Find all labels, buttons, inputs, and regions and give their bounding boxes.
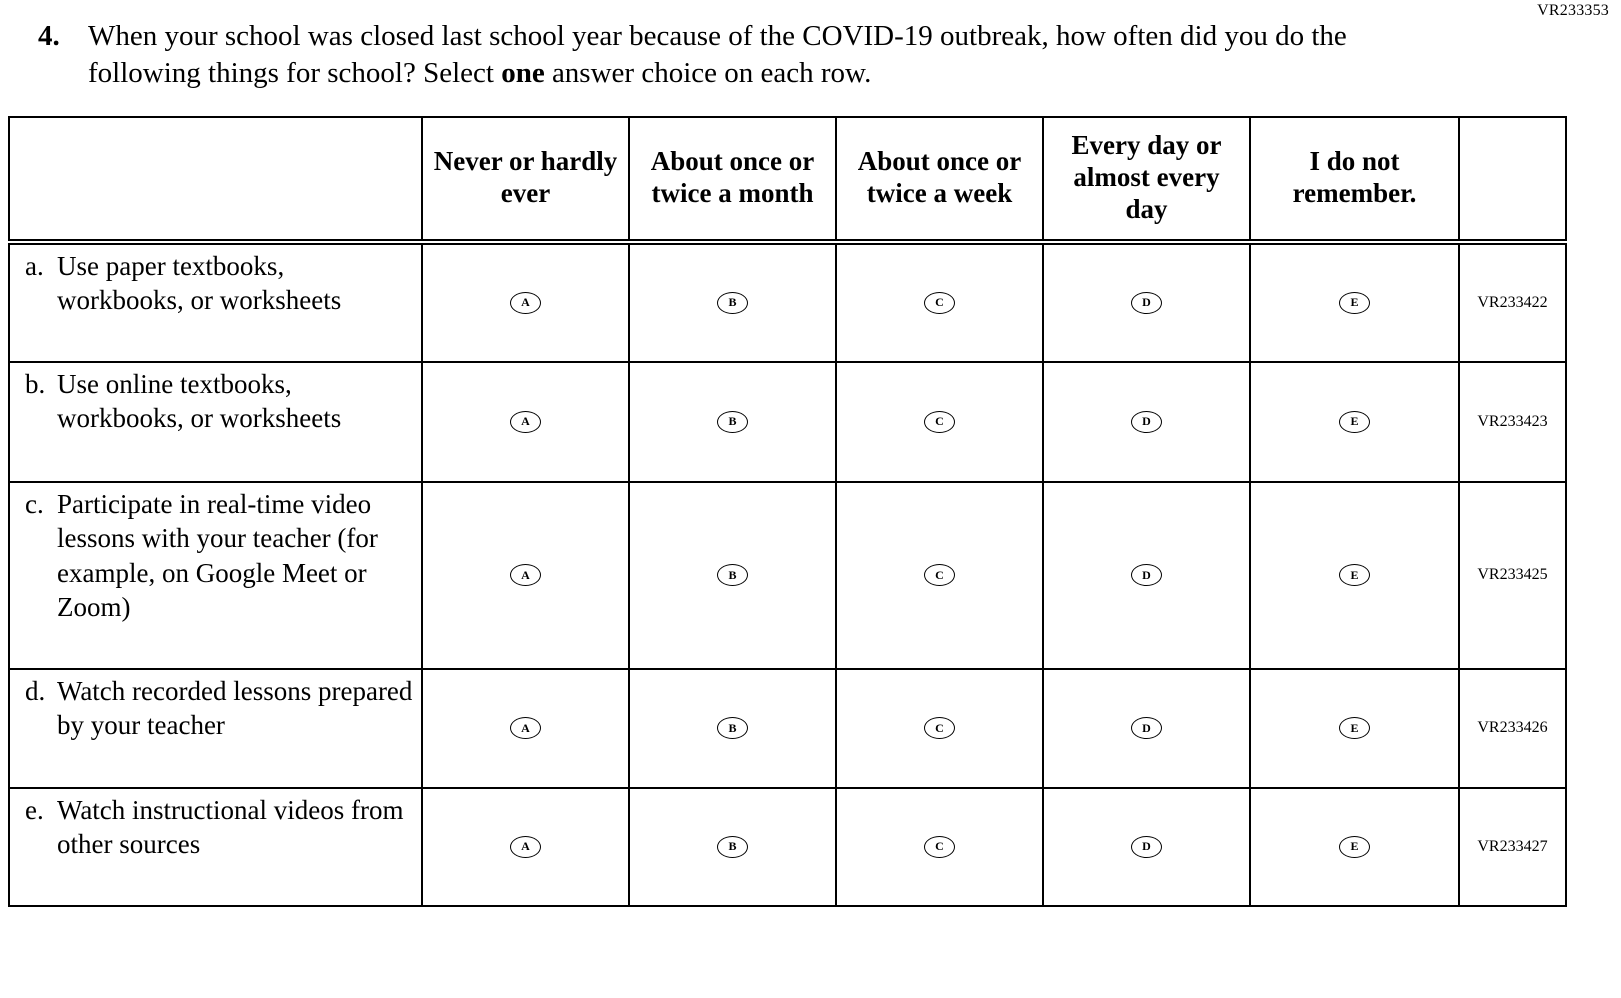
header-empty-cell: [9, 117, 422, 242]
row-code: VR233423: [1459, 362, 1566, 482]
row-label-cell: [9, 242, 422, 362]
answer-cell: [1043, 482, 1250, 669]
answer-bubble-a[interactable]: A: [510, 292, 541, 314]
answer-bubble-c[interactable]: C: [924, 836, 955, 858]
answer-cell: [629, 482, 836, 669]
answer-cell: [836, 362, 1043, 482]
answer-bubble-a[interactable]: A: [510, 564, 541, 586]
answer-bubble-e[interactable]: E: [1339, 717, 1370, 739]
answer-bubble-d[interactable]: D: [1131, 292, 1162, 314]
row-code: VR233427: [1459, 788, 1566, 906]
row-label-cell: [9, 669, 422, 788]
answer-bubble-e[interactable]: E: [1339, 836, 1370, 858]
row-label: Use paper textbooks, workbooks, or worksheets: [57, 250, 342, 316]
answer-bubble-d[interactable]: D: [1131, 717, 1162, 739]
answer-cell: [1250, 669, 1459, 788]
row-label: Watch instructional videos from other sources: [57, 794, 404, 860]
column-header-once-week: About once or twice a week: [836, 117, 1043, 242]
table-row: [9, 362, 1566, 482]
answer-cell: [1043, 788, 1250, 906]
answer-bubble-e[interactable]: E: [1339, 411, 1370, 433]
row-code: VR233426: [1459, 669, 1566, 788]
answer-cell: [1250, 362, 1459, 482]
column-header-once-month: About once or twice a month: [629, 117, 836, 242]
response-grid: [8, 116, 1567, 907]
answer-bubble-d[interactable]: D: [1131, 564, 1162, 586]
answer-cell: [629, 788, 836, 906]
answer-cell: [1043, 362, 1250, 482]
answer-bubble-b[interactable]: B: [717, 836, 748, 858]
answer-cell: [1043, 242, 1250, 362]
header-row: [9, 117, 1566, 242]
answer-cell: [629, 242, 836, 362]
answer-cell: [422, 482, 629, 669]
answer-bubble-c[interactable]: C: [924, 717, 955, 739]
row-label: Watch recorded lessons prepared by your teacher: [57, 675, 413, 741]
row-label-cell: [9, 362, 422, 482]
answer-cell: [1043, 669, 1250, 788]
answer-bubble-c[interactable]: C: [924, 564, 955, 586]
answer-cell: [1250, 788, 1459, 906]
column-header-never: Never or hardly ever: [422, 117, 629, 242]
row-letter: a.: [25, 250, 44, 281]
answer-cell: [629, 669, 836, 788]
row-letter: d.: [25, 675, 46, 706]
answer-bubble-e[interactable]: E: [1339, 564, 1370, 586]
row-label: Participate in real-time video lessons with your teacher (for example, on Google Meet or Zoom): [57, 488, 378, 623]
table-row: [9, 482, 1566, 669]
row-code: VR233422: [1459, 242, 1566, 362]
form-id: VR233353: [1537, 2, 1609, 19]
answer-cell: [422, 362, 629, 482]
row-label-cell: [9, 482, 422, 669]
header-code-cell: [1459, 117, 1566, 242]
table-row: [9, 669, 1566, 788]
answer-cell: [422, 669, 629, 788]
question-block: [0, 0, 1621, 92]
answer-bubble-a[interactable]: A: [510, 836, 541, 858]
answer-cell: [836, 788, 1043, 906]
answer-bubble-c[interactable]: C: [924, 292, 955, 314]
row-letter: e.: [25, 794, 44, 825]
row-letter: b.: [25, 368, 46, 399]
row-letter: c.: [25, 488, 44, 519]
answer-cell: [629, 362, 836, 482]
answer-cell: [422, 242, 629, 362]
question-text-before: When your school was closed last school year because of the COVID-19 outbreak, how often did you do the following things for school? Select: [88, 20, 1347, 89]
answer-cell: [836, 482, 1043, 669]
question-text: [88, 18, 1373, 92]
answer-bubble-a[interactable]: A: [510, 411, 541, 433]
answer-bubble-d[interactable]: D: [1131, 411, 1162, 433]
answer-bubble-e[interactable]: E: [1339, 292, 1370, 314]
table-row: [9, 788, 1566, 906]
answer-bubble-a[interactable]: A: [510, 717, 541, 739]
answer-bubble-d[interactable]: D: [1131, 836, 1162, 858]
answer-cell: [422, 788, 629, 906]
question-number: 4.: [38, 20, 60, 52]
answer-bubble-c[interactable]: C: [924, 411, 955, 433]
answer-cell: [1250, 242, 1459, 362]
answer-cell: [836, 242, 1043, 362]
column-header-every-day: Every day or almost every day: [1043, 117, 1250, 242]
answer-bubble-b[interactable]: B: [717, 292, 748, 314]
row-label: Use online textbooks, workbooks, or worksheets: [57, 368, 342, 434]
answer-cell: [836, 669, 1043, 788]
table-row: [9, 242, 1566, 362]
answer-cell: [1250, 482, 1459, 669]
question-text-after: answer choice on each row.: [544, 56, 872, 89]
question-text-bold: one: [501, 56, 545, 89]
column-header-not-remember: I do not remember.: [1250, 117, 1459, 242]
answer-bubble-b[interactable]: B: [717, 564, 748, 586]
row-code: VR233425: [1459, 482, 1566, 669]
answer-bubble-b[interactable]: B: [717, 411, 748, 433]
answer-bubble-b[interactable]: B: [717, 717, 748, 739]
row-label-cell: [9, 788, 422, 906]
